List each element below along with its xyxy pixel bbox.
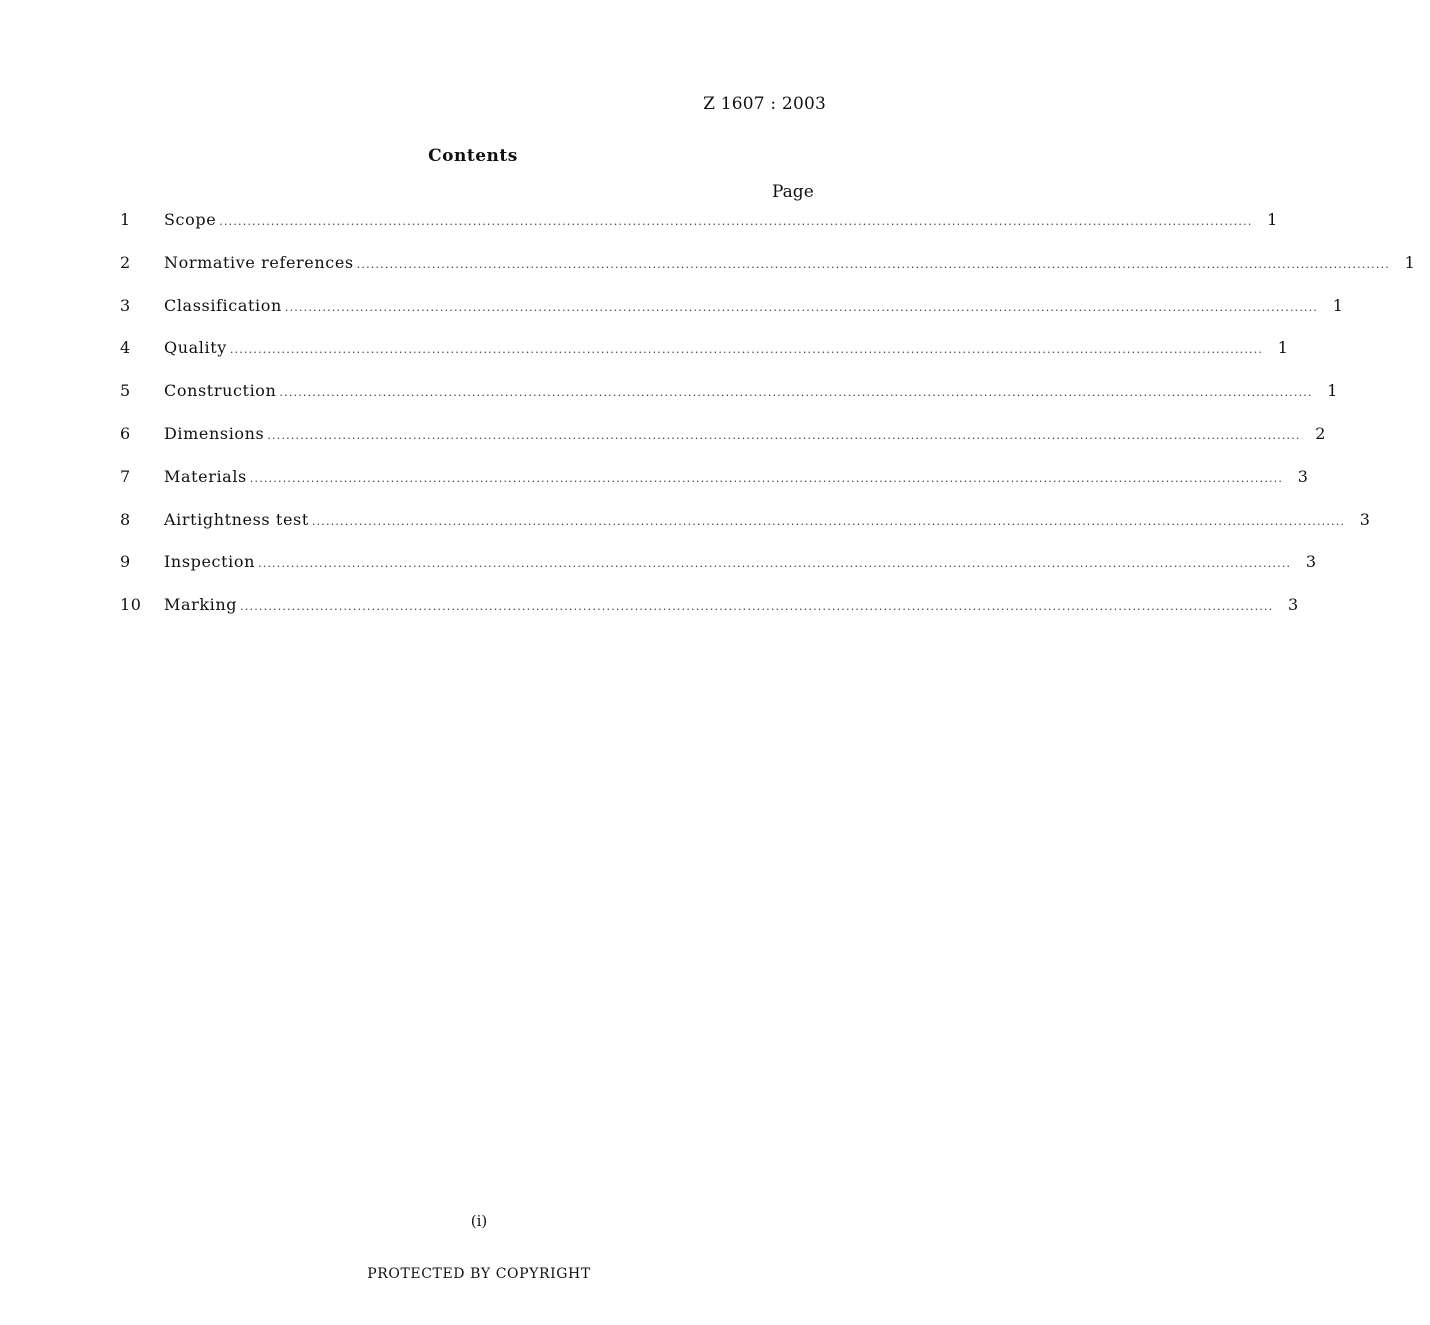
toc-entry-title: Normative references [164,252,354,272]
toc-entry-number: 1 [120,210,131,229]
footer-page-number: (i) [470,1212,488,1230]
toc-entry-title: Classification [164,295,282,315]
dot-leader: ............................................................................................................................................................................................................................ [249,471,1284,485]
dot-leader: ............................................................................................................................................................................................................................ [267,428,1301,442]
toc-entry-number: 8 [120,509,131,529]
toc-entry-page: 1 [1327,381,1339,401]
dot-leader: ............................................................................................................................................................................................................................ [279,386,1313,400]
toc-entry[interactable] [120,210,1278,253]
toc-entry-number: 2 [120,252,131,272]
toc-entry-title: Quality [164,338,227,358]
toc-entry-page: 3 [1305,552,1317,572]
toc-entry-title: Marking [164,595,238,615]
toc-entry[interactable] [120,295,1344,339]
toc-entry-page: 1 [1404,252,1416,272]
toc-entry[interactable] [120,338,1289,381]
toc-entry-page: 3 [1288,595,1299,615]
table-of-contents [120,210,1416,638]
toc-entry-page: 1 [1277,338,1289,358]
dot-leader: ............................................................................................................................................................................................................................ [258,557,1292,571]
dot-leader: ............................................................................................................................................................................................................................ [284,300,1319,314]
toc-entry[interactable] [120,552,1317,595]
toc-entry-page: 2 [1315,423,1327,443]
contents-title: Contents [428,146,518,166]
toc-entry[interactable] [120,252,1416,296]
toc-entry-number: 10 [120,595,142,615]
toc-entry[interactable] [120,509,1371,553]
toc-entry-page: 1 [1332,295,1344,315]
toc-entry-title: Materials [164,466,247,486]
toc-entry-title: Scope [164,210,217,229]
toc-entry-number: 3 [120,295,131,315]
dot-leader: ............................................................................................................................................................................................................................ [311,514,1346,528]
page-column-heading: Page [772,182,814,202]
toc-entry-title: Construction [164,381,277,401]
toc-entry-number: 7 [120,466,131,486]
toc-entry-page: 3 [1359,509,1371,529]
toc-entry-number: 4 [120,338,131,358]
toc-entry-title: Inspection [164,552,255,572]
toc-entry-number: 9 [120,552,131,572]
dot-leader: ............................................................................................................................................................................................................................ [356,257,1390,271]
toc-entry-page: 1 [1267,210,1278,229]
copyright-notice: PROTECTED BY COPYRIGHT [367,1266,591,1282]
toc-entry[interactable] [120,466,1309,510]
toc-entry-title: Airtightness test [164,509,309,529]
dot-leader: ............................................................................................................................................................................................................................ [229,343,1264,357]
toc-entry[interactable] [120,381,1339,424]
dot-leader: ............................................................................................................................................................................................................................ [219,215,1253,228]
toc-entry-number: 5 [120,381,131,401]
standard-number: Z 1607 : 2003 [703,94,826,114]
toc-entry[interactable] [120,423,1327,467]
dot-leader: ............................................................................................................................................................................................................................ [240,600,1274,614]
toc-entry-page: 3 [1297,466,1309,486]
toc-entry-number: 6 [120,423,131,443]
toc-entry[interactable] [120,595,1299,638]
toc-entry-title: Dimensions [164,423,265,443]
